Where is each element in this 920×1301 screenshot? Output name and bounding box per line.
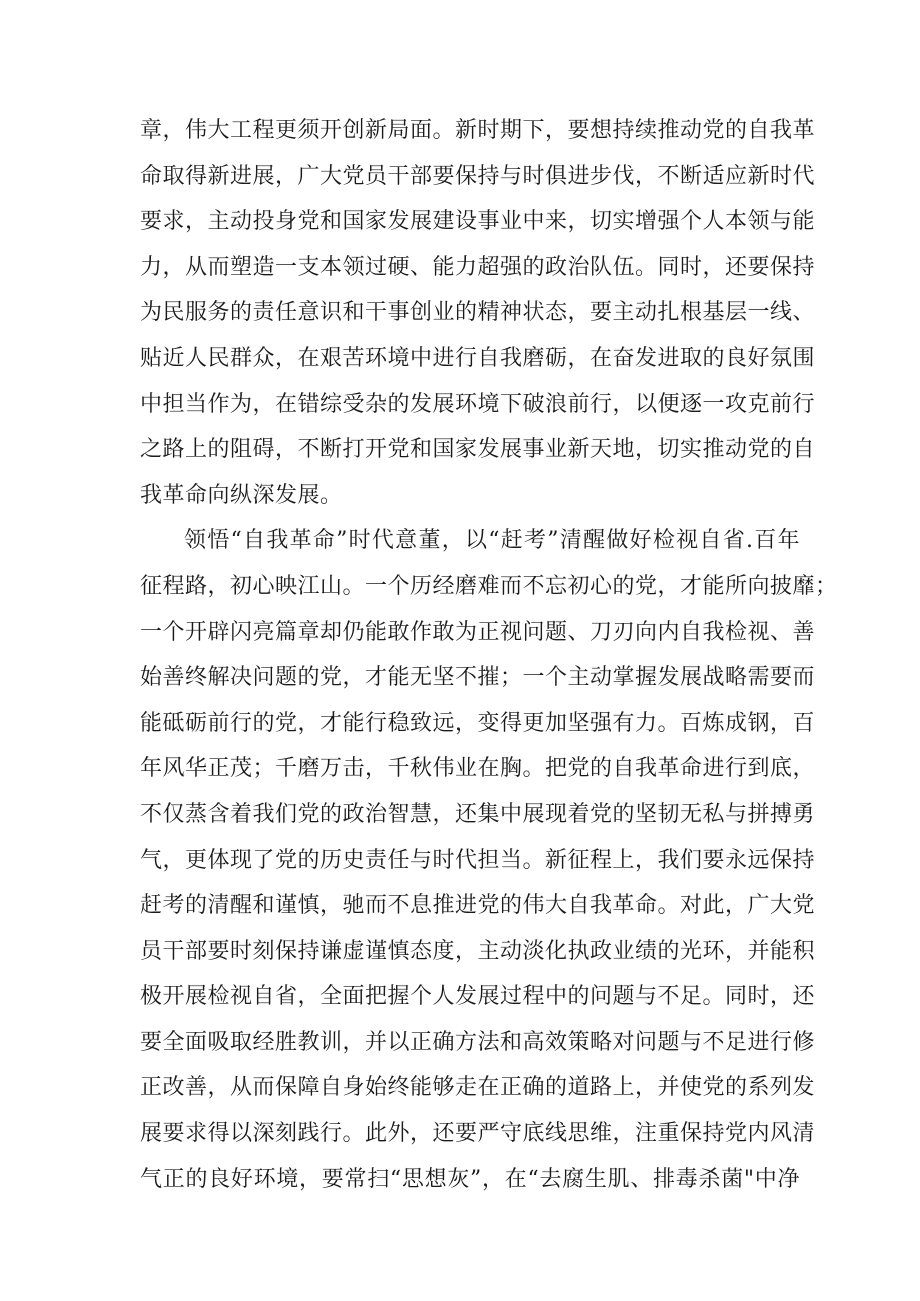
text-line: 一个开辟闪亮篇章却仍能敢作敢为正视问题、刀刃向内自我检视、善	[140, 619, 816, 645]
paragraph	[140, 108, 816, 518]
text-line: 中担当作为，在错综受杂的发展环境下破浪前行，以便逐一攻克前行	[140, 391, 816, 417]
text-line: 力，从而塑造一支本领过硬、能力超强的政治队伍。同时，还要保持	[140, 254, 816, 280]
text-line: 气，更体现了党的历史责任与时代担当。新征程上，我们要永远保持	[140, 847, 816, 873]
text-line: 极开展检视自省，全面把握个人发展过程中的问题与不足。同时，还	[140, 984, 816, 1010]
text-line: 员干部要时刻保持谦虚谨慎态度，主动淡化执政业绩的光环，并能积	[140, 938, 816, 964]
text-line: 之路上的阻碍，不断打开党和国家发展事业新天地，切实推动党的自	[140, 437, 816, 463]
text-line: 为民服务的责任意识和干事创业的精神状态，要主动扎根基层一线、	[140, 300, 816, 326]
text-line: 命取得新进展，广大党员干部要保持与时俱进步伐，不断适应新时代	[140, 163, 816, 189]
text-line: 要全面吸取经胜教训，并以正确方法和高效策略对问题与不足进行修	[140, 1029, 816, 1055]
text-line: 章，伟大工程更须开创新局面。新时期下，要想持续推动党的自我革	[140, 118, 816, 143]
text-line: 领悟“自我革命”时代意董，以“赶考”清醒做好检视自省.百年	[184, 528, 800, 554]
text-line: 要求，主动投身党和国家发展建设事业中来，切实增强个人本领与能	[140, 209, 816, 235]
text-line: 年风华正茂；千磨万击，千秋伟业在胸。把党的自我革命进行到底，	[140, 756, 816, 782]
body-text	[140, 108, 838, 1202]
text-line: 展要求得以深刻践行。此外，还要严守底线思维，注重保持党内风清	[140, 1121, 816, 1147]
text-line: 我革命向纵深发展。	[140, 482, 343, 508]
text-line: 气正的良好环境，要常扫“思想灰”，在“去腐生肌、排毒杀菌"中净	[140, 1166, 800, 1192]
text-line: 赶考的清醒和谨慎，驰而不息推进党的伟大自我革命。对此，广大党	[140, 893, 816, 919]
text-line: 贴近人民群众，在艰苦环境中进行自我磨砺，在奋发进取的良好氛围	[140, 345, 816, 371]
text-line: 能砥砺前行的党，才能行稳致远，变得更加坚强有力。百炼成钢，百	[140, 710, 816, 736]
text-line: 始善终解决问题的党，才能无坚不摧；一个主动掌握发展战略需要而	[140, 665, 816, 691]
text-line: 不仅蒸含着我们党的政治智慧，还集中展现着党的坚韧无私与拼搏勇	[140, 801, 816, 827]
paragraph	[140, 518, 838, 1202]
text-line: 正改善，从而保障自身始终能够走在正确的道路上，并使党的系列发	[140, 1075, 816, 1101]
text-line: 征程路，初心映江山。一个历经磨难而不忘初心的党，才能所向披靡；	[140, 573, 838, 599]
